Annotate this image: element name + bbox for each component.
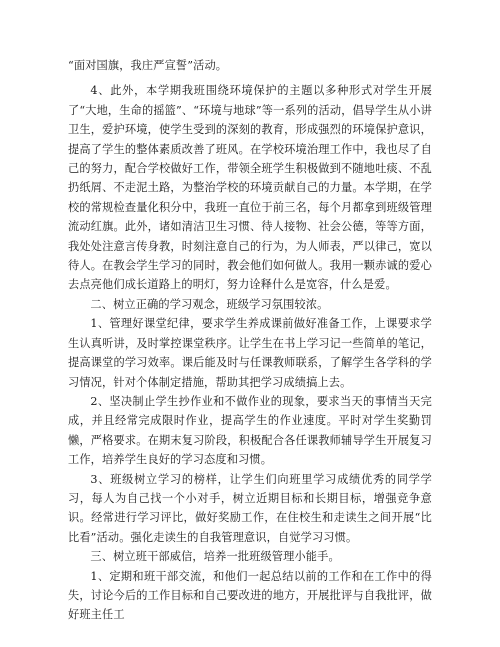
- paragraph-oath-activity: “面对国旗，我庄严宣誓”活动。: [68, 59, 228, 72]
- paragraph-environment: 4、此外，本学期我班围绕环境保护的主题以多种形式对学生开展了“大地，生命的摇篮”、“环境与地球”等一系列的活动，倡导学生从小讲卫生，爱护环境，使学生受到的深刻的教育，形成强烈的环境保护意识，提高了学生的整体素质改善了班风。在学校环境治理工作中，我也尽了自己的努力，配合学校做好工作，带领全班学生积极做到不随地吐痰、不乱扔纸屑、不走泥土路，为整治学校的环境贡献自己的力量。本学期，在学校的常规检查量化积分中，我班一直位于前三名，每个月都拿到班级管理流动红旗。此外，诸如清洁卫生习惯、待人接物、社会公德，等等方面，我处处注意言传身教，时刻注意自己的行为，为人师表，严以律己，宽以待人。在教会学生学习的同时，教会他们如何做人。我用一颗赤诚的爱心去点亮他们成长道路上的明灯，努力诠释什么是宽容，什么是爱。: [68, 84, 432, 292]
- paragraph-homework: 2、坚决制止学生抄作业和不做作业的现象，要求当天的事情当天完成，并且经常完成限时作业，提高学生的作业速度。平时对学生奖勤罚懒，严格要求。在期末复习阶段，积极配合各任课教师辅导学生开展复习工作，培养学生良好的学习态度和习惯。: [68, 394, 432, 467]
- document-page: [68, 56, 432, 625]
- section-heading-class-cadres: 三、树立班干部威信，培养一批班级管理小能手。: [90, 550, 340, 564]
- paragraph-cadre-communication: 1、定期和班干部交流，和他们一起总结以前的工作和在工作中的得失，讨论今后的工作目标和自己要改进的地方，开展批评与自我批评，做好班主任工: [68, 569, 432, 622]
- section-heading-study: 二、树立正确的学习观念，班级学习氛围较浓。: [90, 297, 329, 311]
- paragraph-classroom-discipline: 1、管理好课堂纪律，要求学生养成课前做好准备工作，上课要求学生认真听讲，及时掌控课堂秩序。让学生在书上学习记一些简单的笔记，提高课堂的学习效率。课后能及时与任课教师联系，了解学生各学科的学习情况，针对个体制定措施，帮助其把学习成绩搞上去。: [68, 317, 432, 389]
- paragraph-role-models: 3、班级树立学习的榜样，让学生们向班里学习成绩优秀的同学学习，每人为自己找一个小对手，树立近期目标和长期目标，增强竞争意识。经常进行学习评比，做好奖励工作，在住校生和走读生之间开展“比比看”活动。强化走读生的自我管理意识，自觉学习习惯。: [68, 472, 432, 544]
